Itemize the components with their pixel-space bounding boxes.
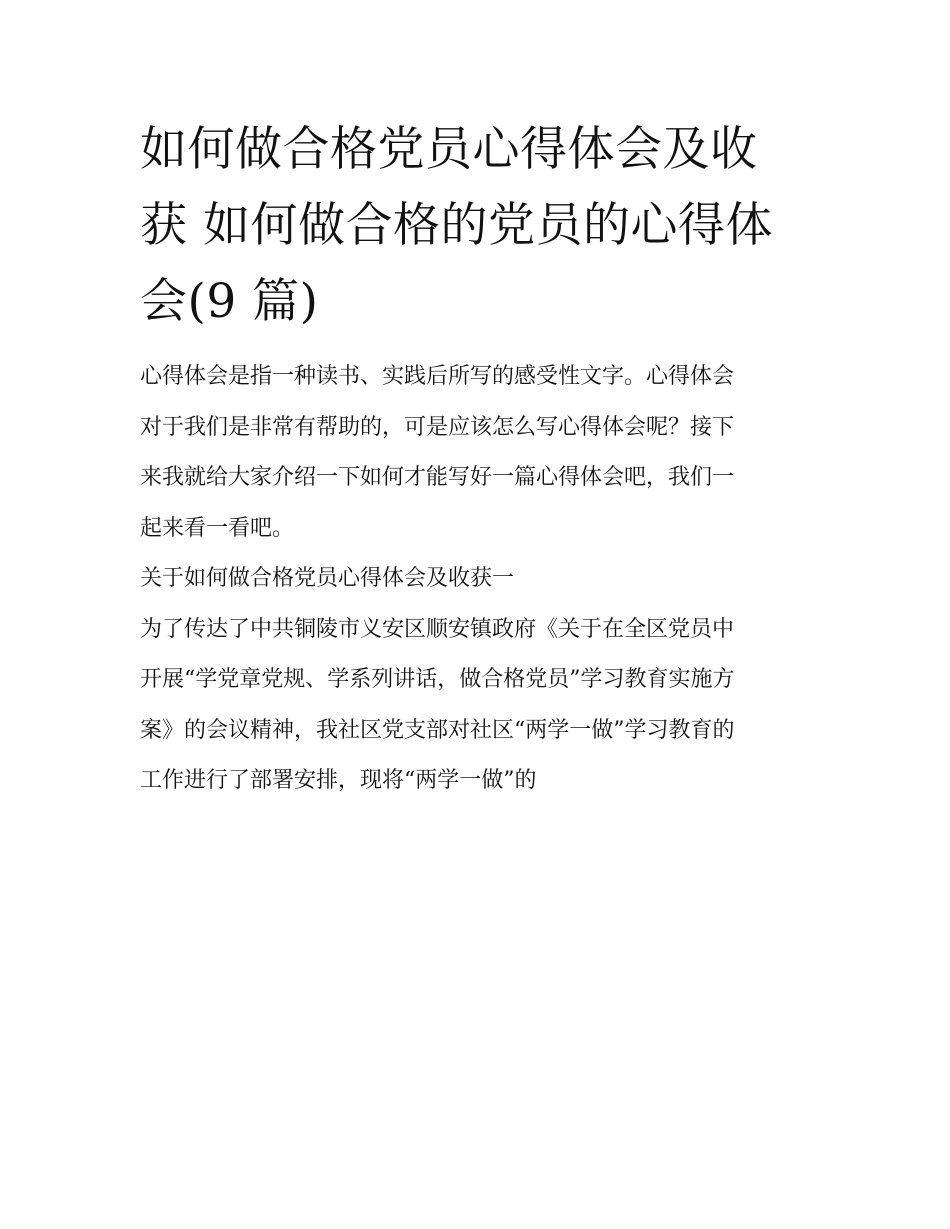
paragraph-line: 开展“学党章党规、学系列讲话，做合格党员”学习教育实施方: [140, 667, 735, 692]
section-paragraph: [140, 605, 815, 807]
document-content: [140, 112, 815, 807]
paragraph-line: 案》的会议精神，我社区党支部对社区“两学一做”学习教育的: [140, 717, 735, 743]
paragraph-line: 工作进行了部署安排，现将“两学一做”的: [140, 768, 537, 793]
paragraph-line: 为了传达了中共铜陵市义安区顺安镇政府《关于在全区党员中: [140, 616, 735, 642]
paragraph-line: 心得体会是指一种读书、实践后所写的感受性文字。心得体会: [140, 364, 735, 389]
document-body: [140, 352, 815, 807]
document-title: [140, 112, 815, 340]
paragraph-line: 起来看一看吧。: [140, 515, 295, 541]
intro-paragraph: [140, 352, 815, 554]
heading-line: 关于如何做合格党员心得体会及收获一: [140, 566, 515, 591]
section-heading: [140, 554, 815, 605]
paragraph-line: 对于我们是非常有帮助的，可是应该怎么写心得体会呢？接下: [140, 414, 735, 440]
title-line: 如何做合格党员心得体会及收: [140, 122, 758, 177]
paragraph-line: 来我就给大家介绍一下如何才能写好一篇心得体会吧，我们一: [140, 465, 735, 490]
title-line: 获 如何做合格的党员的心得体: [140, 198, 773, 253]
title-line: 会(9 篇): [140, 274, 319, 329]
